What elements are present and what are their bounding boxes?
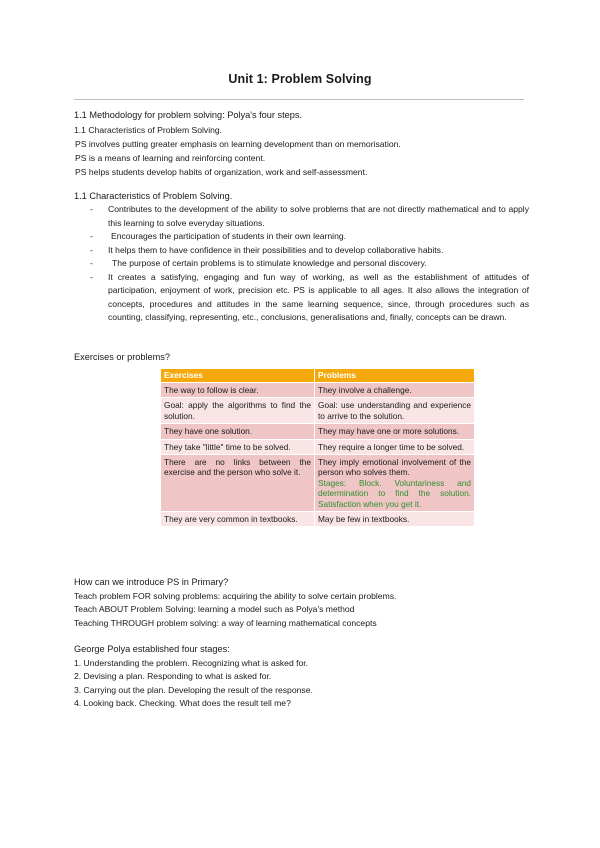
table-cell: They involve a challenge.: [315, 383, 475, 398]
table-row: [161, 439, 475, 454]
ps-line-3: PS helps students develop habits of organization, work and self-assessment.: [75, 167, 368, 177]
header-problems: Problems: [315, 369, 475, 383]
list-item: [74, 271, 529, 325]
polya-step: 3. Carrying out the plan. Developing the result of the response.: [74, 684, 313, 695]
dash-bullet-icon: -: [90, 244, 93, 255]
list-item: [74, 257, 529, 271]
list-item: [74, 244, 529, 258]
table-cell: They are very common in textbooks.: [161, 512, 315, 527]
ps-line-2: PS is a means of learning and reinforcing content.: [75, 153, 266, 163]
table-row: [161, 398, 475, 424]
exercises-problems-table: [160, 368, 475, 527]
characteristics-list: [74, 203, 529, 325]
table-cell: Goal: apply the algorithms to find the solution.: [161, 398, 315, 424]
characteristics-heading-small: 1.1 Characteristics of Problem Solving.: [74, 125, 223, 135]
list-item-text: It creates a satisfying, engaging and fun way of working, as well as the establishment of attitudes of participation, enjoyment of work, precision etc. PS is applicable to all ages. It also allows the integration of concepts, procedures and attitudes in the same learning sequence, since, through procedures such as counting, classifying, representing, etc., conclusions, generalisations and, finally, concepts can be drawn.: [108, 271, 529, 322]
list-item-text: Encourages the participation of students in their own learning.: [111, 231, 347, 241]
table-row: [161, 455, 475, 512]
list-item-text: It helps them to have confidence in their possibilities and to develop collaborative habits.: [108, 244, 444, 255]
polya-section: [74, 643, 313, 711]
polya-step: 2. Devising a plan. Responding to what is asked for.: [74, 671, 272, 681]
table-row: [161, 383, 475, 398]
page-title: Unit 1: Problem Solving: [228, 72, 372, 86]
characteristics-heading: 1.1 Characteristics of Problem Solving.: [74, 191, 233, 201]
table-cell: They have one solution.: [161, 424, 315, 439]
polya-step: 4. Looking back. Checking. What does the result tell me?: [74, 698, 291, 708]
table-row: [161, 512, 475, 527]
introduce-heading: How can we introduce PS in Primary?: [74, 577, 229, 587]
list-item-text: The purpose of certain problems is to stimulate knowledge and personal discovery.: [112, 258, 427, 268]
polya-step: 1. Understanding the problem. Recognizing what is asked for.: [74, 657, 309, 668]
introduce-line: Teach ABOUT Problem Solving: learning a model such as Polya's method: [74, 604, 355, 614]
table-row: [161, 424, 475, 439]
dash-bullet-icon: -: [90, 271, 93, 282]
list-item: [74, 230, 529, 244]
title-divider: [74, 99, 524, 100]
methodology-heading: 1.1 Methodology for problem solving: Polya's four steps.: [74, 110, 302, 120]
table-cell: There are no links between the exercise and the person who solve it.: [161, 455, 315, 512]
list-item: [74, 203, 529, 230]
table-header-row: [161, 369, 475, 383]
list-item-text: Contributes to the development of the ability to solve problems that are not directly mathematical and to apply this learning to solve everyday situations.: [108, 204, 529, 228]
table-cell: The way to follow is clear.: [161, 383, 315, 398]
dash-bullet-icon: -: [90, 258, 93, 268]
table-cell: Goal: use understanding and experience to arrive to the solution.: [315, 398, 475, 424]
introduce-section: [74, 576, 396, 630]
table-cell: May be few in textbooks.: [315, 512, 475, 527]
table-cell: [315, 455, 475, 512]
cell-text: They imply emotional involvement of the person who solves them.: [318, 457, 471, 478]
ps-line-1: PS involves putting greater emphasis on learning development than on memorisation.: [75, 139, 401, 149]
dash-bullet-icon: -: [90, 231, 93, 241]
polya-heading: George Polya established four stages:: [74, 644, 230, 654]
exercises-heading: Exercises or problems?: [74, 352, 170, 362]
stages-note: Stages: Block. Voluntariness and determination to find the solution. Satisfaction when you get it.: [318, 477, 471, 509]
table-cell: They require a longer time to be solved.: [315, 439, 475, 454]
header-exercises: Exercises: [161, 369, 315, 383]
introduce-line: Teaching THROUGH problem solving: a way of learning mathematical concepts: [74, 617, 377, 628]
introduce-line: Teach problem FOR solving problems: acquiring the ability to solve certain problems.: [74, 590, 397, 601]
table-cell: They take "little" time to be solved.: [161, 439, 315, 454]
table-cell: They may have one or more solutions.: [315, 424, 475, 439]
dash-bullet-icon: -: [90, 204, 93, 214]
